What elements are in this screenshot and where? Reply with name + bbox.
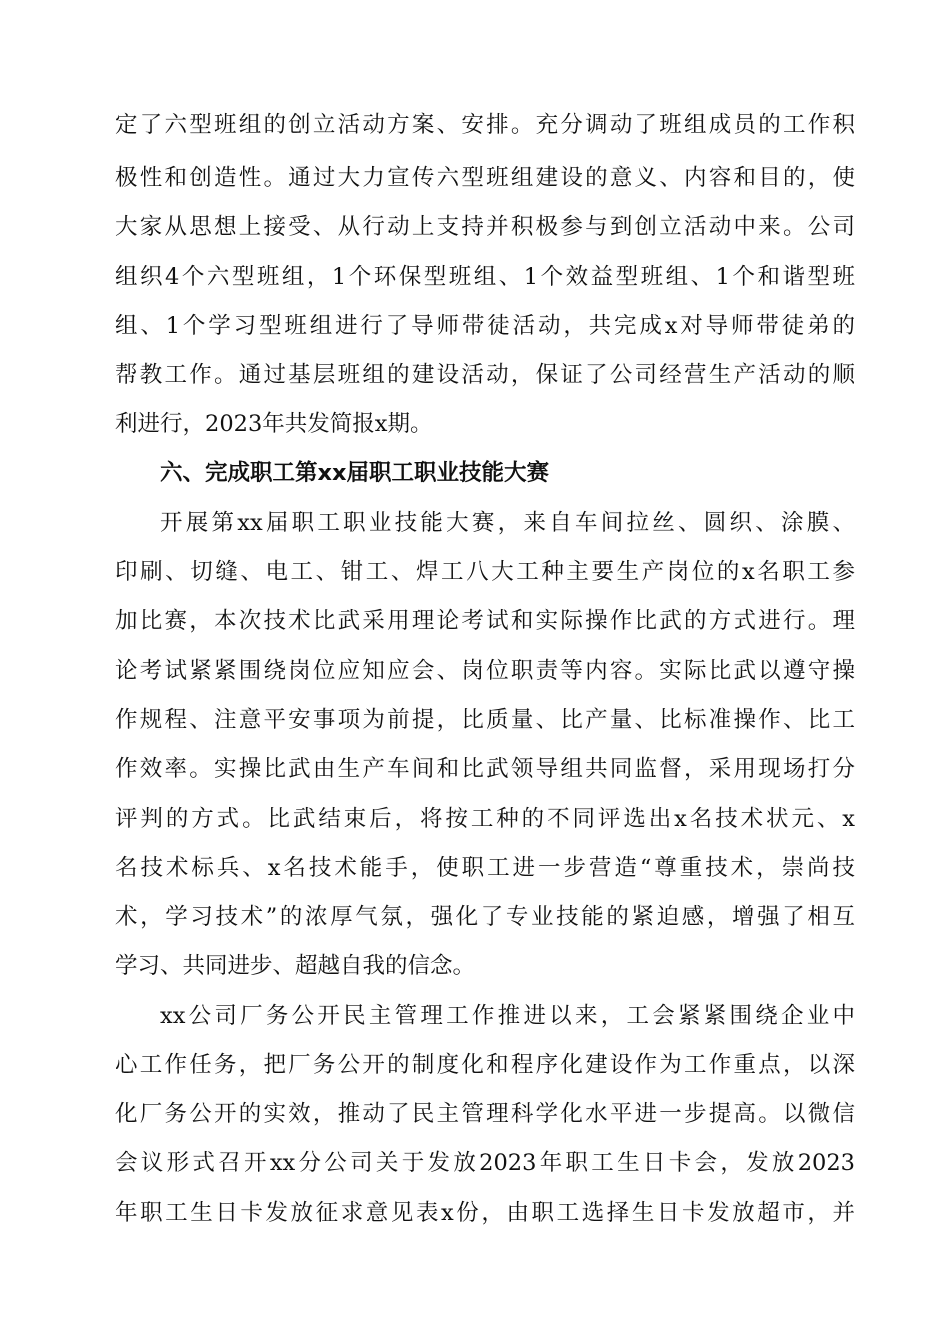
paragraph-3-line-2: 心工作任务，把厂务公开的制度化和程序化建设作为工作重点，以深 <box>115 1052 855 1078</box>
section-heading-6: 六、完成职工第xx届职工职业技能大赛 <box>160 460 550 486</box>
paragraph-1-line-2: 极性和创造性。通过大力宣传六型班组建设的意义、内容和目的，使 <box>115 165 855 191</box>
paragraph-3-line-4: 会议形式召开xx分公司关于发放2023年职工生日卡会，发放2023 <box>115 1150 855 1176</box>
paragraph-1-line-5: 组、1个学习型班组进行了导师带徒活动，共完成x对导师带徒弟的 <box>115 313 855 339</box>
paragraph-1-line-4: 组织4个六型班组，1个环保型班组、1个效益型班组、1个和谐型班 <box>115 264 855 290</box>
paragraph-2-line-2: 印刷、切缝、电工、钳工、焊工八大工种主要生产岗位的x名职工参 <box>115 559 855 585</box>
paragraph-3-line-3: 化厂务公开的实效，推动了民主管理科学化水平进一步提高。以微信 <box>115 1101 855 1127</box>
paragraph-1-line-1: 定了六型班组的创立活动方案、安排。充分调动了班组成员的工作积 <box>115 112 855 138</box>
paragraph-2-line-8: 名技术标兵、x名技术能手，使职工进一步营造“尊重技术，崇尚技 <box>115 855 855 881</box>
paragraph-2-line-10: 学习、共同进步、超越自我的信念。 <box>115 953 476 979</box>
paragraph-2-line-5: 作规程、注意平安事项为前提，比质量、比产量、比标准操作、比工 <box>115 707 855 733</box>
paragraph-2-line-4: 论考试紧紧围绕岗位应知应会、岗位职责等内容。实际比武以遵守操 <box>115 658 855 684</box>
paragraph-3-line-1: xx公司厂务公开民主管理工作推进以来，工会紧紧围绕企业中 <box>160 1003 855 1029</box>
paragraph-3-line-5: 年职工生日卡发放征求意见表x份，由职工选择生日卡发放超市，并 <box>115 1200 855 1226</box>
paragraph-1-line-7: 利进行，2023年共发简报x期。 <box>115 411 433 437</box>
paragraph-1-line-3: 大家从思想上接受、从行动上支持并积极参与到创立活动中来。公司 <box>115 214 855 240</box>
paragraph-2-line-3: 加比赛，本次技术比武采用理论考试和实际操作比武的方式进行。理 <box>115 608 855 634</box>
paragraph-2-line-9: 术，学习技术”的浓厚气氛，强化了专业技能的紧迫感，增强了相互 <box>115 904 855 930</box>
paragraph-2-line-7: 评判的方式。比武结束后，将按工种的不同评选出x名技术状元、x <box>115 806 855 832</box>
paragraph-2-line-6: 作效率。实操比武由生产车间和比武领导组共同监督，采用现场打分 <box>115 756 855 782</box>
paragraph-1-line-6: 帮教工作。通过基层班组的建设活动，保证了公司经营生产活动的顺 <box>115 362 855 388</box>
paragraph-2-line-1: 开展第xx届职工职业技能大赛，来自车间拉丝、圆织、涂膜、 <box>160 510 855 536</box>
